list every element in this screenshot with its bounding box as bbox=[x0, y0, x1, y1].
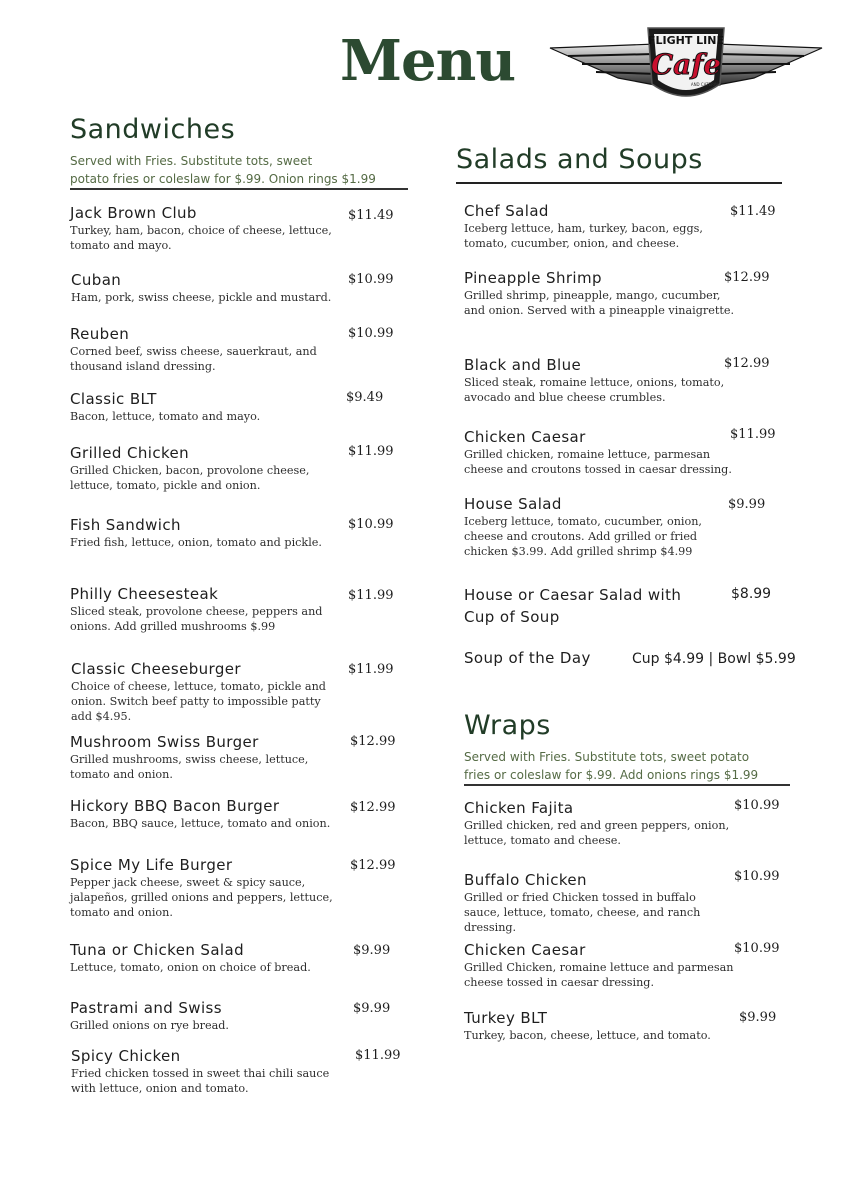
item-price: $11.99 bbox=[348, 444, 394, 459]
item-description: Fried fish, lettuce, onion, tomato and pickle. bbox=[70, 536, 322, 549]
wraps-note-line1: Served with Fries. Substitute tots, sweet potato bbox=[464, 750, 750, 764]
menu-item bbox=[464, 941, 734, 990]
menu-item bbox=[464, 495, 720, 559]
item-description: Grilled Chicken, romaine lettuce and parmesan cheese tossed in caesar dressing. bbox=[464, 961, 734, 989]
item-description: Choice of cheese, lettuce, tomato, pickle and onion. Switch beef patty to impossible patty add $4.95. bbox=[71, 680, 326, 723]
item-description: Grilled onions on rye bread. bbox=[70, 1019, 229, 1032]
item-price: $9.99 bbox=[728, 497, 766, 512]
item-price: $11.99 bbox=[348, 662, 394, 677]
menu-item bbox=[464, 871, 726, 935]
item-name: Jack Brown Club bbox=[70, 204, 197, 222]
item-description: Fried chicken tossed in sweet thai chili sauce with lettuce, onion and tomato. bbox=[71, 1067, 330, 1095]
item-price: $10.99 bbox=[348, 272, 394, 287]
menu-item bbox=[70, 941, 345, 975]
item-description: Iceberg lettuce, ham, turkey, bacon, eggs, tomato, cucumber, onion, and cheese. bbox=[464, 222, 703, 250]
menu-item bbox=[464, 202, 739, 251]
item-description: Sliced steak, romaine lettuce, onions, tomato, avocado and blue cheese crumbles. bbox=[464, 376, 725, 404]
logo-text-top: FLIGHT LINE bbox=[647, 34, 725, 47]
menu-item bbox=[71, 1047, 343, 1096]
item-price: $10.99 bbox=[348, 517, 394, 532]
item-price: $10.99 bbox=[348, 326, 394, 341]
item-price: $8.99 bbox=[731, 586, 772, 602]
item-description: Pepper jack cheese, sweet & spicy sauce, jalapeños, grilled onions and peppers, lettuce, tomato and onion. bbox=[70, 876, 333, 919]
sandwiches-note-line1: Served with Fries. Substitute tots, sweet bbox=[70, 154, 313, 168]
item-price: $10.99 bbox=[734, 941, 780, 956]
item-description: Grilled or fried Chicken tossed in buffalo sauce, lettuce, tomato, cheese, and ranch dressing. bbox=[464, 891, 701, 934]
item-name: Classic Cheeseburger bbox=[71, 660, 241, 678]
wraps-note bbox=[464, 748, 790, 786]
menu-item bbox=[464, 1009, 736, 1043]
menu-item bbox=[464, 584, 734, 628]
item-price: $12.99 bbox=[350, 858, 396, 873]
item-description: Sliced steak, provolone cheese, peppers and onions. Add grilled mushrooms $.99 bbox=[70, 605, 323, 633]
wraps-note-line2: fries or coleslaw for $.99. Add onions rings $1.99 bbox=[464, 766, 790, 786]
item-price: $12.99 bbox=[724, 270, 770, 285]
item-price: $12.99 bbox=[350, 734, 396, 749]
item-name: Mushroom Swiss Burger bbox=[70, 733, 259, 751]
menu-item bbox=[464, 269, 736, 318]
menu-item bbox=[70, 516, 345, 550]
menu-item bbox=[70, 733, 345, 782]
item-name: Buffalo Chicken bbox=[464, 871, 587, 889]
page-title: Menu bbox=[340, 28, 516, 94]
item-name: Soup of the Day bbox=[464, 649, 591, 667]
item-name: Pineapple Shrimp bbox=[464, 269, 602, 287]
menu-item bbox=[70, 204, 345, 253]
item-price: $9.99 bbox=[353, 1001, 391, 1016]
item-description: Corned beef, swiss cheese, sauerkraut, and thousand island dressing. bbox=[70, 345, 317, 373]
menu-item bbox=[464, 428, 739, 477]
item-description: Iceberg lettuce, tomato, cucumber, onion, cheese and croutons. Add grilled or fried chicken $3.99. Add grilled shrimp $4.99 bbox=[464, 515, 702, 558]
item-price: Cup $4.99 | Bowl $5.99 bbox=[632, 651, 796, 667]
menu-item bbox=[464, 799, 736, 848]
item-price: $10.99 bbox=[734, 798, 780, 813]
item-name: Turkey BLT bbox=[464, 1009, 548, 1027]
item-description: Lettuce, tomato, onion on choice of bread. bbox=[70, 961, 311, 974]
item-name: Grilled Chicken bbox=[70, 444, 190, 462]
item-price: $9.99 bbox=[739, 1010, 777, 1025]
item-description: Grilled shrimp, pineapple, mango, cucumber, and onion. Served with a pineapple vinaigrette. bbox=[464, 289, 735, 317]
item-name: Classic BLT bbox=[70, 390, 157, 408]
item-description: Grilled chicken, romaine lettuce, parmesan cheese and croutons tossed in caesar dressing. bbox=[464, 448, 732, 476]
menu-item bbox=[464, 649, 629, 668]
menu-item bbox=[71, 271, 346, 305]
sandwiches-note bbox=[70, 152, 408, 190]
item-price: $12.99 bbox=[724, 356, 770, 371]
salads-divider bbox=[456, 182, 782, 184]
item-name: Fish Sandwich bbox=[70, 516, 181, 534]
menu-item bbox=[70, 999, 345, 1033]
item-name: Reuben bbox=[70, 325, 130, 343]
item-name: Chicken Caesar bbox=[464, 428, 586, 446]
menu-item bbox=[70, 390, 345, 424]
item-name: Chicken Fajita bbox=[464, 799, 574, 817]
item-name-line2: Cup of Soup bbox=[464, 608, 560, 626]
item-description: Ham, pork, swiss cheese, pickle and mustard. bbox=[71, 291, 332, 304]
item-price: $12.99 bbox=[350, 800, 396, 815]
item-description: Turkey, ham, bacon, choice of cheese, lettuce, tomato and mayo. bbox=[70, 224, 332, 252]
item-price: $11.99 bbox=[348, 588, 394, 603]
item-name: Black and Blue bbox=[464, 356, 582, 374]
item-description: Bacon, lettuce, tomato and mayo. bbox=[70, 410, 261, 423]
item-name: Hickory BBQ Bacon Burger bbox=[70, 797, 280, 815]
menu-item bbox=[70, 444, 345, 493]
item-name: Philly Cheesesteak bbox=[70, 585, 219, 603]
menu-item bbox=[70, 856, 345, 920]
item-description: Bacon, BBQ sauce, lettuce, tomato and onion. bbox=[70, 817, 331, 830]
item-price: $9.99 bbox=[353, 943, 391, 958]
item-price: $11.49 bbox=[730, 204, 776, 219]
item-price: $11.99 bbox=[730, 427, 776, 442]
item-name: House Salad bbox=[464, 495, 562, 513]
sandwiches-note-line2: potato fries or coleslaw for $.99. Onion rings $1.99 bbox=[70, 170, 408, 190]
item-price: $9.49 bbox=[346, 390, 384, 405]
logo-text-main: Cafe bbox=[650, 48, 722, 81]
item-name: Tuna or Chicken Salad bbox=[70, 941, 245, 959]
item-price: $10.99 bbox=[734, 869, 780, 884]
item-description: Grilled chicken, red and green peppers, onion, lettuce, tomato and cheese. bbox=[464, 819, 730, 847]
menu-item bbox=[71, 660, 343, 724]
menu-item bbox=[70, 797, 348, 831]
item-name: Spice My Life Burger bbox=[70, 856, 233, 874]
item-name: Chicken Caesar bbox=[464, 941, 586, 959]
item-description: Turkey, bacon, cheese, lettuce, and tomato. bbox=[464, 1029, 711, 1042]
item-name: Cuban bbox=[71, 271, 122, 289]
item-price: $11.99 bbox=[355, 1048, 401, 1063]
menu-item bbox=[70, 325, 345, 374]
item-description: Grilled mushrooms, swiss cheese, lettuce, tomato and onion. bbox=[70, 753, 309, 781]
sandwiches-title: Sandwiches bbox=[70, 114, 236, 145]
item-description: Grilled Chicken, bacon, provolone cheese, lettuce, tomato, pickle and onion. bbox=[70, 464, 310, 492]
item-name: Chef Salad bbox=[464, 202, 549, 220]
logo-text-small: AND CATERING bbox=[690, 82, 722, 87]
flight-line-cafe-logo bbox=[548, 18, 824, 110]
item-name: Spicy Chicken bbox=[71, 1047, 181, 1065]
wraps-title: Wraps bbox=[464, 710, 551, 741]
salads-title: Salads and Soups bbox=[456, 144, 703, 175]
item-name: Pastrami and Swiss bbox=[70, 999, 222, 1017]
item-price: $11.49 bbox=[348, 208, 394, 223]
menu-item bbox=[70, 585, 345, 634]
menu-item bbox=[464, 356, 736, 405]
item-name-line1: House or Caesar Salad with bbox=[464, 586, 682, 604]
